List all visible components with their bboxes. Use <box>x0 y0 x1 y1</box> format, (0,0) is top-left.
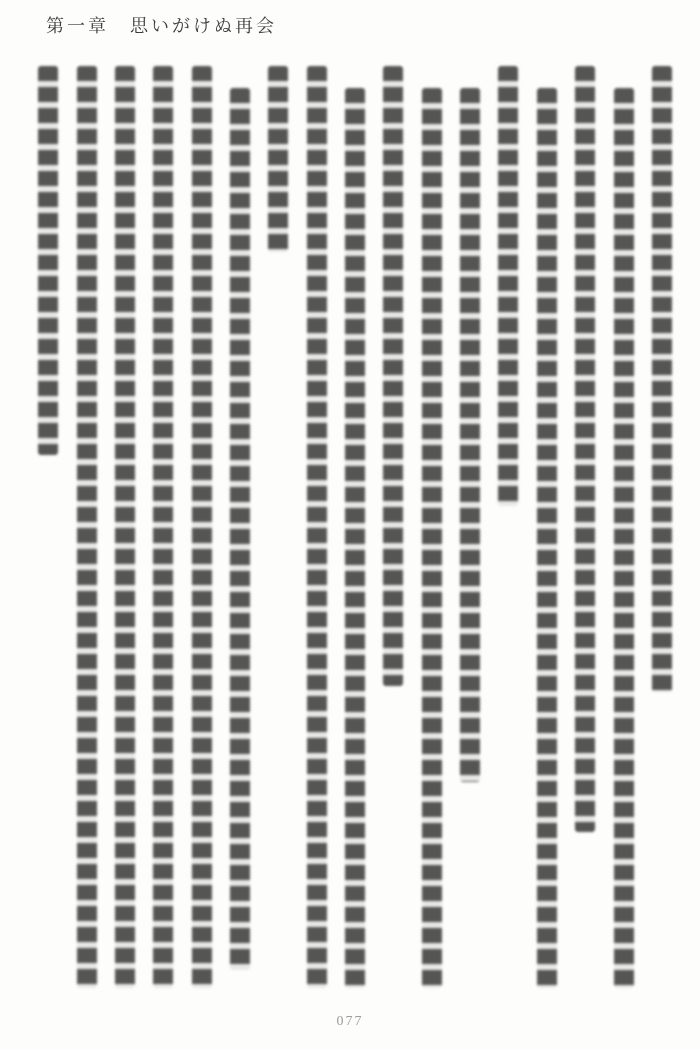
text-column-redacted <box>192 66 212 988</box>
text-column-redacted <box>115 66 135 988</box>
text-column-redacted <box>230 88 250 970</box>
text-column-redacted <box>307 66 327 988</box>
text-column-redacted <box>537 88 557 988</box>
text-column-redacted <box>460 88 480 782</box>
text-column-redacted <box>153 66 173 988</box>
chapter-header: 第一章 思いがけぬ再会 <box>46 16 277 36</box>
page-number: 077 <box>336 1014 364 1029</box>
text-column-redacted <box>383 66 403 686</box>
text-column-redacted <box>77 66 97 988</box>
text-column-redacted <box>575 66 595 832</box>
text-column-redacted <box>498 66 518 506</box>
text-column-redacted <box>345 88 365 988</box>
text-column-redacted <box>422 88 442 988</box>
text-column-redacted <box>614 88 634 988</box>
text-column-redacted <box>268 66 288 252</box>
text-column-redacted <box>652 66 672 692</box>
text-column-redacted <box>38 66 58 455</box>
